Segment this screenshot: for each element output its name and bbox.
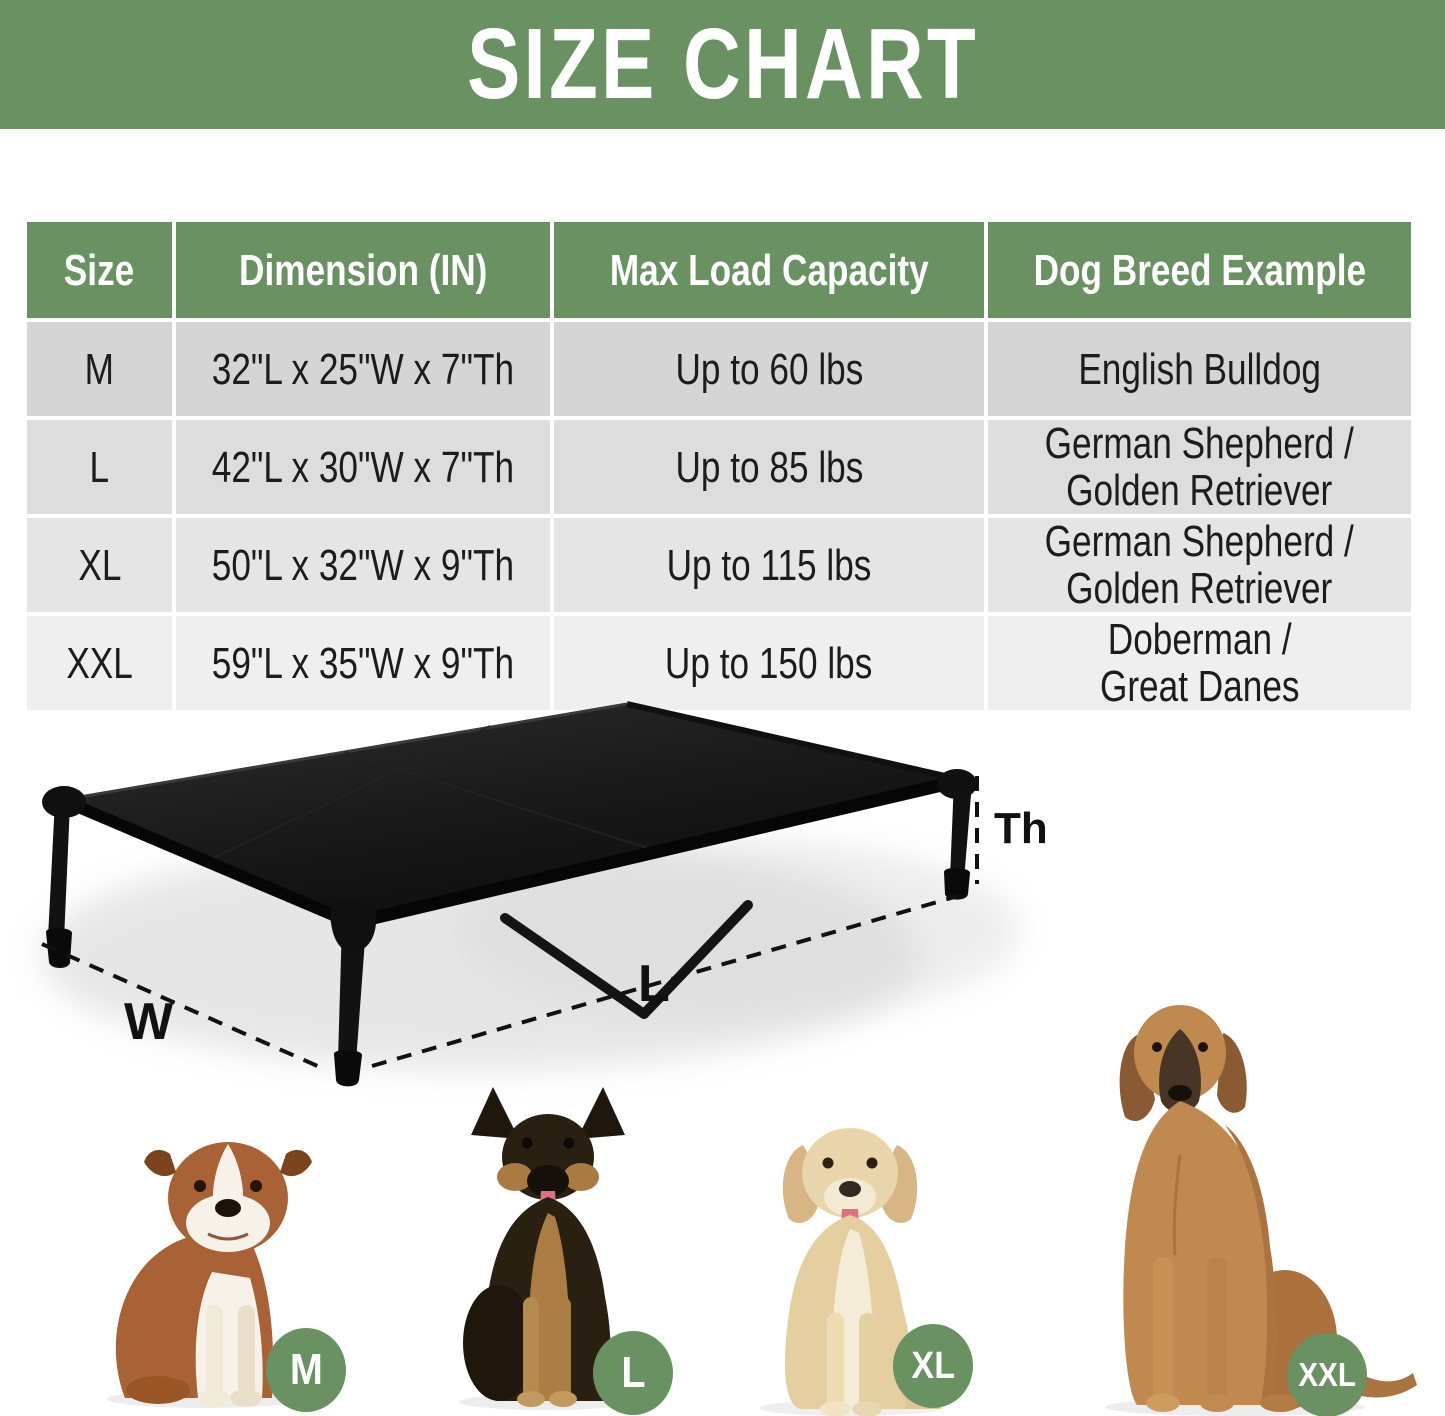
- table-row-m-breed: English Bulldog: [988, 322, 1411, 416]
- table-row-xl-size: XL: [27, 518, 172, 612]
- col-header-capacity: Max Load Capacity: [554, 222, 984, 318]
- col-header-breed: Dog Breed Example: [988, 222, 1411, 318]
- table-row-m-size: M: [27, 322, 172, 416]
- size-badge-xl: XL: [893, 1324, 973, 1408]
- table-row-l-breed: German Shepherd / Golden Retriever: [988, 420, 1411, 514]
- table-row-xxl-dimension: 59"L x 35"W x 9"Th: [176, 616, 550, 710]
- size-badge-xxl: XXL: [1287, 1333, 1367, 1416]
- size-badge-l: L: [593, 1331, 673, 1415]
- table-row-l-size: L: [27, 420, 172, 514]
- table-row-xl-breed: German Shepherd / Golden Retriever: [988, 518, 1411, 612]
- table-row-l-dimension: 42"L x 30"W x 7"Th: [176, 420, 550, 514]
- col-header-dimension: Dimension (IN): [176, 222, 550, 318]
- length-label: L: [638, 955, 670, 1013]
- table-row-l-capacity: Up to 85 lbs: [554, 420, 984, 514]
- great-dane-photo: [1075, 995, 1435, 1416]
- size-badge-m: M: [266, 1328, 346, 1412]
- width-label: W: [124, 993, 174, 1051]
- page-title: SIZE CHART: [466, 8, 979, 120]
- col-header-size: Size: [27, 222, 172, 318]
- table-row-xl-dimension: 50"L x 32"W x 9"Th: [176, 518, 550, 612]
- table-row-xxl-breed: Doberman / Great Danes: [988, 616, 1411, 710]
- table-row-m-dimension: 32"L x 25"W x 7"Th: [176, 322, 550, 416]
- table-row-xxl-size: XXL: [27, 616, 172, 710]
- table-row-xl-capacity: Up to 115 lbs: [554, 518, 984, 612]
- table-row-m-capacity: Up to 60 lbs: [554, 322, 984, 416]
- thickness-label: Th: [994, 804, 1048, 853]
- table-row-xxl-capacity: Up to 150 lbs: [554, 616, 984, 710]
